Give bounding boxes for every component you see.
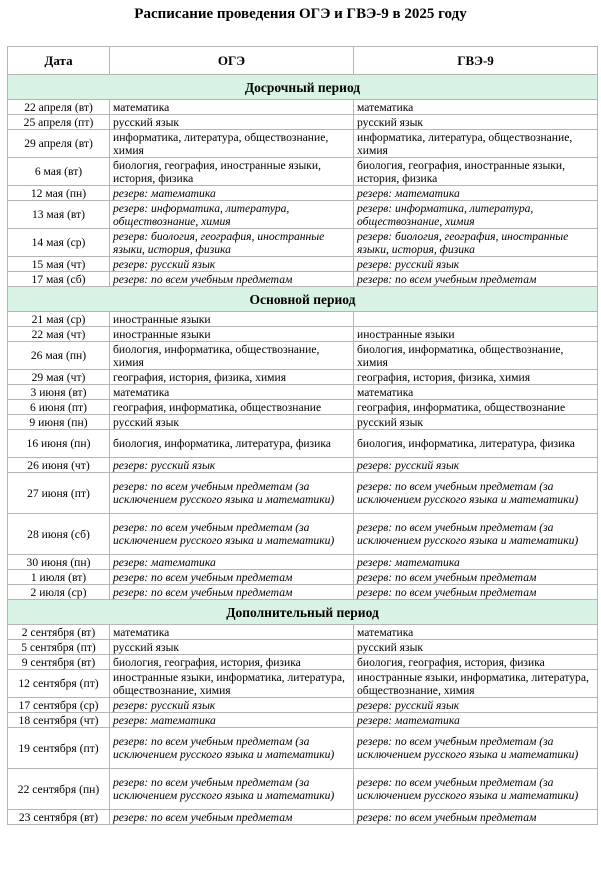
- section-title: Дополнительный период: [8, 600, 598, 625]
- date-cell: 26 июня (чт): [8, 458, 110, 473]
- gve-cell: резерв: математика: [354, 186, 598, 201]
- oge-cell: резерв: по всем учебным предметам (за исключением русского языка и математики): [110, 728, 354, 769]
- gve-cell: резерв: русский язык: [354, 257, 598, 272]
- table-row: [8, 186, 598, 201]
- gve-cell: биология, информатика, обществознание, химия: [354, 342, 598, 370]
- gve-cell: резерв: русский язык: [354, 458, 598, 473]
- oge-cell: иностранные языки: [110, 327, 354, 342]
- oge-cell: информатика, литература, обществознание, химия: [110, 130, 354, 158]
- date-cell: 17 сентября (ср): [8, 698, 110, 713]
- date-cell: 23 сентября (вт): [8, 810, 110, 825]
- gve-cell: резерв: биология, география, иностранные языки, история, физика: [354, 229, 598, 257]
- table-row: [8, 585, 598, 600]
- oge-cell: резерв: по всем учебным предметам: [110, 810, 354, 825]
- oge-cell: резерв: русский язык: [110, 458, 354, 473]
- table-row: [8, 810, 598, 825]
- date-cell: 17 мая (сб): [8, 272, 110, 287]
- table-row: [8, 130, 598, 158]
- table-header: [8, 47, 598, 75]
- date-cell: 16 июня (пн): [8, 430, 110, 458]
- date-cell: 2 сентября (вт): [8, 625, 110, 640]
- oge-cell: русский язык: [110, 640, 354, 655]
- table-row: [8, 713, 598, 728]
- date-cell: 28 июня (сб): [8, 514, 110, 555]
- oge-cell: резерв: по всем учебным предметам: [110, 570, 354, 585]
- section-row: [8, 287, 598, 312]
- table-row: [8, 385, 598, 400]
- date-cell: 29 апреля (вт): [8, 130, 110, 158]
- oge-cell: русский язык: [110, 415, 354, 430]
- header-oge: ОГЭ: [110, 47, 354, 75]
- oge-cell: резерв: по всем учебным предметам (за исключением русского языка и математики): [110, 473, 354, 514]
- oge-cell: иностранные языки, информатика, литература, обществознание, химия: [110, 670, 354, 698]
- gve-cell: резерв: по всем учебным предметам (за исключением русского языка и математики): [354, 514, 598, 555]
- table-row: [8, 327, 598, 342]
- table-row: [8, 430, 598, 458]
- gve-cell: география, информатика, обществознание: [354, 400, 598, 415]
- date-cell: 12 сентября (пт): [8, 670, 110, 698]
- date-cell: 29 мая (чт): [8, 370, 110, 385]
- section-title: Досрочный период: [8, 75, 598, 100]
- table-row: [8, 370, 598, 385]
- gve-cell: [354, 312, 598, 327]
- gve-cell: резерв: по всем учебным предметам (за исключением русского языка и математики): [354, 769, 598, 810]
- header-gve: ГВЭ-9: [354, 47, 598, 75]
- date-cell: 13 мая (вт): [8, 201, 110, 229]
- table-row: [8, 769, 598, 810]
- header-row: [8, 47, 598, 75]
- date-cell: 30 июня (пн): [8, 555, 110, 570]
- table-row: [8, 115, 598, 130]
- date-cell: 15 мая (чт): [8, 257, 110, 272]
- oge-cell: математика: [110, 625, 354, 640]
- oge-cell: резерв: по всем учебным предметам: [110, 585, 354, 600]
- date-cell: 14 мая (ср): [8, 229, 110, 257]
- oge-cell: резерв: математика: [110, 186, 354, 201]
- table-row: [8, 415, 598, 430]
- date-cell: 22 сентября (пн): [8, 769, 110, 810]
- gve-cell: математика: [354, 385, 598, 400]
- gve-cell: резерв: по всем учебным предметам: [354, 272, 598, 287]
- oge-cell: биология, информатика, литература, физика: [110, 430, 354, 458]
- table-row: [8, 458, 598, 473]
- gve-cell: биология, география, история, физика: [354, 655, 598, 670]
- table-row: [8, 655, 598, 670]
- date-cell: 21 мая (ср): [8, 312, 110, 327]
- oge-cell: биология, география, история, физика: [110, 655, 354, 670]
- table-row: [8, 229, 598, 257]
- table-row: [8, 555, 598, 570]
- oge-cell: биология, информатика, обществознание, химия: [110, 342, 354, 370]
- oge-cell: русский язык: [110, 115, 354, 130]
- date-cell: 9 июня (пн): [8, 415, 110, 430]
- gve-cell: резерв: по всем учебным предметам: [354, 570, 598, 585]
- date-cell: 9 сентября (вт): [8, 655, 110, 670]
- gve-cell: математика: [354, 100, 598, 115]
- date-cell: 18 сентября (чт): [8, 713, 110, 728]
- oge-cell: резерв: по всем учебным предметам: [110, 272, 354, 287]
- gve-cell: русский язык: [354, 115, 598, 130]
- date-cell: 6 июня (пт): [8, 400, 110, 415]
- gve-cell: информатика, литература, обществознание, химия: [354, 130, 598, 158]
- table-row: [8, 400, 598, 415]
- gve-cell: резерв: математика: [354, 713, 598, 728]
- gve-cell: русский язык: [354, 415, 598, 430]
- header-date: Дата: [8, 47, 110, 75]
- section-title: Основной период: [8, 287, 598, 312]
- date-cell: 26 мая (пн): [8, 342, 110, 370]
- oge-cell: резерв: информатика, литература, обществознание, химия: [110, 201, 354, 229]
- oge-cell: математика: [110, 385, 354, 400]
- section-row: [8, 75, 598, 100]
- table-row: [8, 670, 598, 698]
- date-cell: 1 июля (вт): [8, 570, 110, 585]
- gve-cell: резерв: математика: [354, 555, 598, 570]
- table-row: [8, 514, 598, 555]
- gve-cell: биология, география, иностранные языки, история, физика: [354, 158, 598, 186]
- gve-cell: иностранные языки: [354, 327, 598, 342]
- table-row: [8, 728, 598, 769]
- table-row: [8, 698, 598, 713]
- table-row: [8, 158, 598, 186]
- gve-cell: резерв: по всем учебным предметам: [354, 810, 598, 825]
- table-row: [8, 570, 598, 585]
- table-row: [8, 257, 598, 272]
- date-cell: 6 мая (вт): [8, 158, 110, 186]
- date-cell: 27 июня (пт): [8, 473, 110, 514]
- oge-cell: резерв: русский язык: [110, 257, 354, 272]
- table-row: [8, 272, 598, 287]
- oge-cell: география, история, физика, химия: [110, 370, 354, 385]
- date-cell: 12 мая (пн): [8, 186, 110, 201]
- gve-cell: география, история, физика, химия: [354, 370, 598, 385]
- gve-cell: русский язык: [354, 640, 598, 655]
- oge-cell: иностранные языки: [110, 312, 354, 327]
- table-row: [8, 312, 598, 327]
- oge-cell: резерв: по всем учебным предметам (за исключением русского языка и математики): [110, 514, 354, 555]
- gve-cell: биология, информатика, литература, физика: [354, 430, 598, 458]
- gve-cell: резерв: информатика, литература, обществознание, химия: [354, 201, 598, 229]
- date-cell: 22 мая (чт): [8, 327, 110, 342]
- gve-cell: математика: [354, 625, 598, 640]
- schedule-table: [7, 46, 598, 825]
- table-row: [8, 342, 598, 370]
- oge-cell: биология, география, иностранные языки, история, физика: [110, 158, 354, 186]
- gve-cell: резерв: по всем учебным предметам (за исключением русского языка и математики): [354, 728, 598, 769]
- oge-cell: резерв: математика: [110, 713, 354, 728]
- table-row: [8, 100, 598, 115]
- oge-cell: резерв: по всем учебным предметам (за исключением русского языка и математики): [110, 769, 354, 810]
- table-row: [8, 201, 598, 229]
- date-cell: 25 апреля (пт): [8, 115, 110, 130]
- oge-cell: математика: [110, 100, 354, 115]
- table-row: [8, 625, 598, 640]
- gve-cell: иностранные языки, информатика, литература, обществознание, химия: [354, 670, 598, 698]
- date-cell: 2 июля (ср): [8, 585, 110, 600]
- date-cell: 22 апреля (вт): [8, 100, 110, 115]
- date-cell: 3 июня (вт): [8, 385, 110, 400]
- table-row: [8, 640, 598, 655]
- oge-cell: география, информатика, обществознание: [110, 400, 354, 415]
- gve-cell: резерв: по всем учебным предметам: [354, 585, 598, 600]
- date-cell: 19 сентября (пт): [8, 728, 110, 769]
- page-title: Расписание проведения ОГЭ и ГВЭ-9 в 2025 году: [134, 6, 467, 22]
- oge-cell: резерв: биология, география, иностранные языки, история, физика: [110, 229, 354, 257]
- oge-cell: резерв: русский язык: [110, 698, 354, 713]
- table-row: [8, 473, 598, 514]
- gve-cell: резерв: по всем учебным предметам (за исключением русского языка и математики): [354, 473, 598, 514]
- date-cell: 5 сентября (пт): [8, 640, 110, 655]
- oge-cell: резерв: математика: [110, 555, 354, 570]
- section-row: [8, 600, 598, 625]
- gve-cell: резерв: русский язык: [354, 698, 598, 713]
- table-body: [8, 75, 598, 825]
